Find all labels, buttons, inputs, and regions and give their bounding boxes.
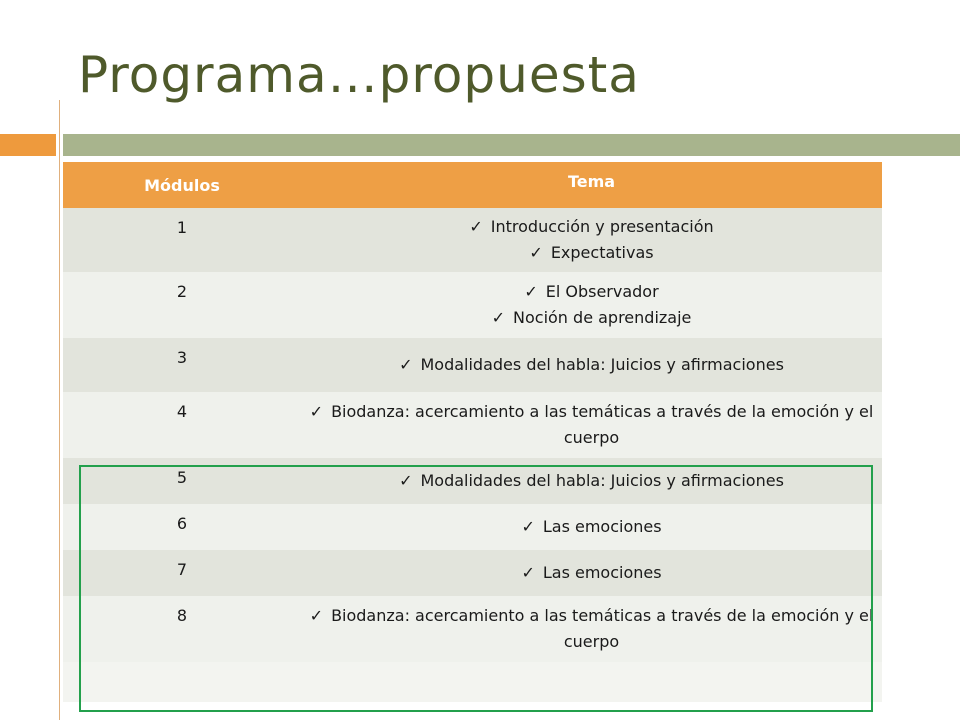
tema-cell <box>301 393 882 457</box>
modulo-number: 8 <box>176 606 188 625</box>
tema-text: Biodanza: acercamiento a las temáticas a través de la emoción y el cuerpo <box>331 402 874 447</box>
tema-item <box>301 240 882 266</box>
modulo-number: 7 <box>176 560 188 579</box>
accent-bar-orange <box>0 134 56 156</box>
tema-item <box>301 279 882 305</box>
modulo-number: 4 <box>176 402 188 421</box>
check-icon: ✓ <box>521 517 535 536</box>
check-icon: ✓ <box>399 355 413 374</box>
check-icon: ✓ <box>521 563 535 582</box>
modulo-number: 5 <box>176 468 188 487</box>
tema-text: El Observador <box>545 282 659 301</box>
tema-text: Las emociones <box>542 563 662 582</box>
table-row <box>63 338 882 392</box>
check-icon: ✓ <box>469 217 483 236</box>
table-row <box>63 392 882 458</box>
modulo-number: 3 <box>176 348 188 367</box>
check-icon: ✓ <box>309 606 324 625</box>
check-icon: ✓ <box>399 471 413 490</box>
tema-item <box>301 214 882 240</box>
tema-text: Biodanza: acercamiento a las temáticas a través de la emoción y el cuerpo <box>331 606 874 651</box>
table-header <box>63 162 882 208</box>
tema-item <box>301 399 882 451</box>
tema-item <box>301 305 882 331</box>
tema-text: Expectativas <box>550 243 654 262</box>
tema-text: Modalidades del habla: Juicios y afirmaciones <box>420 355 784 374</box>
tema-cell <box>301 273 882 337</box>
page-title: Programa…propuesta <box>78 46 640 104</box>
tema-text: Modalidades del habla: Juicios y afirmaciones <box>420 471 784 490</box>
tema-item <box>301 352 882 378</box>
divider-line <box>59 100 60 720</box>
tema-cell <box>301 346 882 384</box>
table-row <box>63 208 882 272</box>
modulo-number: 6 <box>176 514 188 533</box>
accent-bar-green <box>63 134 960 156</box>
modulo-number: 2 <box>176 282 188 301</box>
highlight-box <box>79 465 873 712</box>
table-row <box>63 272 882 338</box>
check-icon: ✓ <box>309 402 324 421</box>
modulo-number: 1 <box>176 218 188 237</box>
tema-text: Introducción y presentación <box>490 217 714 236</box>
tema-text: Noción de aprendizaje <box>513 308 692 327</box>
check-icon: ✓ <box>491 308 506 327</box>
header-tema: Tema <box>567 172 616 191</box>
tema-text: Las emociones <box>542 517 662 536</box>
check-icon: ✓ <box>529 243 543 262</box>
check-icon: ✓ <box>524 282 538 301</box>
header-modulos: Módulos <box>144 175 220 195</box>
tema-cell <box>301 208 882 272</box>
